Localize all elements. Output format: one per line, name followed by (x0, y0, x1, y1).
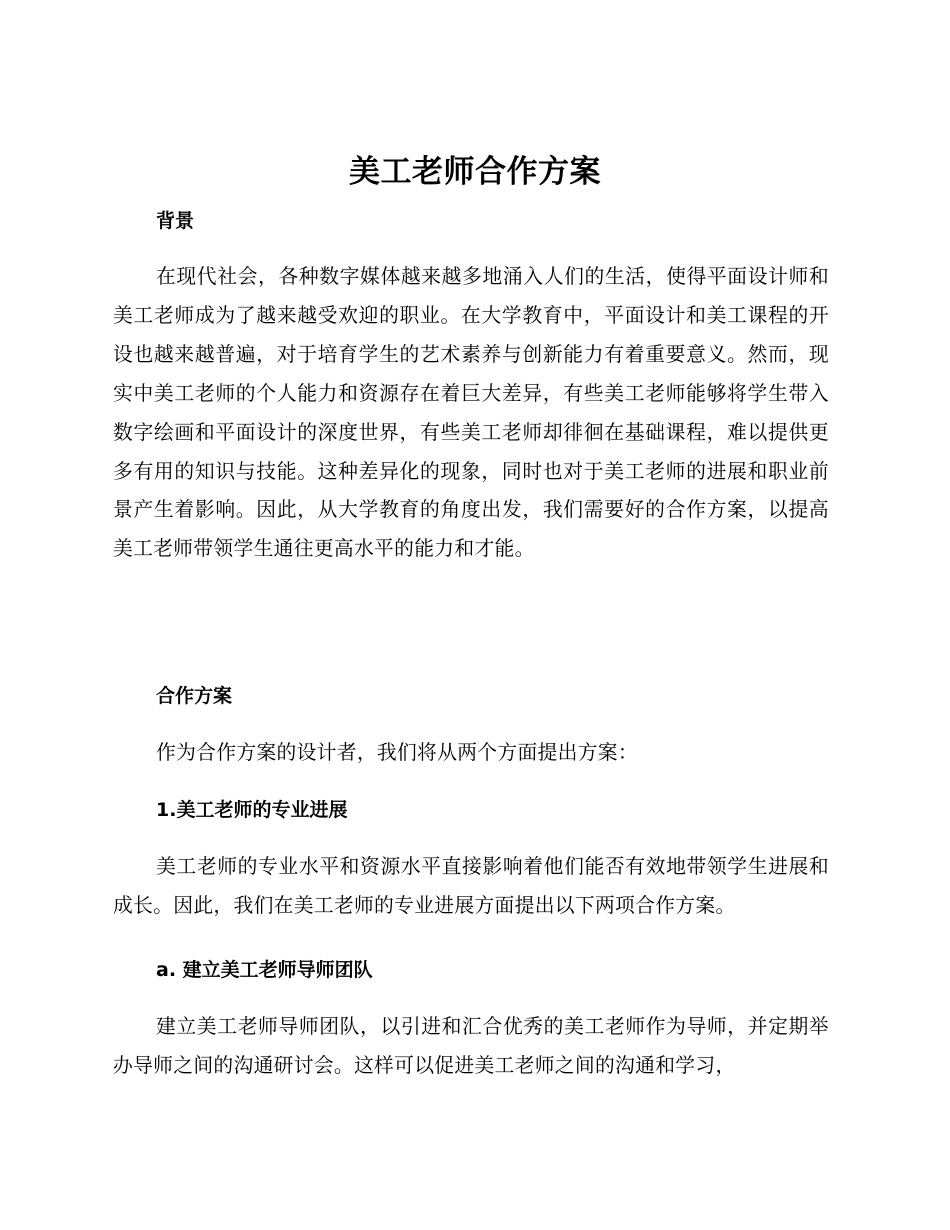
subsection-heading-mentor-team: a. 建立美工老师导师团队 (156, 959, 373, 981)
document-title: 美工老师合作方案 (349, 154, 601, 190)
subsection-heading-professional-development: 1.美工老师的专业进展 (156, 799, 348, 821)
section-heading-plan: 合作方案 (156, 685, 233, 707)
mentor-team-paragraph: 建立美工老师导师团队，以引进和汇合优秀的美工老师作为导师，并定期举办导师之间的沟通研讨会。这样可以促进美工老师之间的沟通和学习， (113, 1015, 829, 1077)
professional-development-paragraph: 美工老师的专业水平和资源水平直接影响着他们能否有效地带领学生进展和成长。因此，我们在美工老师的专业进展方面提出以下两项合作方案。 (113, 855, 829, 917)
background-paragraph: 在现代社会，各种数字媒体越来越多地涌入人们的生活，使得平面设计师和美工老师成为了越来越受欢迎的职业。在大学教育中，平面设计和美工课程的开设也越来越普遍，对于培育学生的艺术素养与创新能力有着重要意义。然而，现实中美工老师的个人能力和资源存在着巨大差异，有些美工老师能够将学生带入数字绘画和平面设计的深度世界，有些美工老师却徘徊在基础课程，难以提供更多有用的知识与技能。这种差异化的现象，同时也对于美工老师的进展和职业前景产生着影响。因此，从大学教育的角度出发，我们需要好的合作方案，以提高美工老师带领学生通往更高水平的能力和才能。 (113, 265, 829, 561)
section-heading-background: 背景 (156, 210, 195, 232)
plan-intro-text: 作为合作方案的设计者，我们将从两个方面提出方案： (156, 741, 638, 764)
